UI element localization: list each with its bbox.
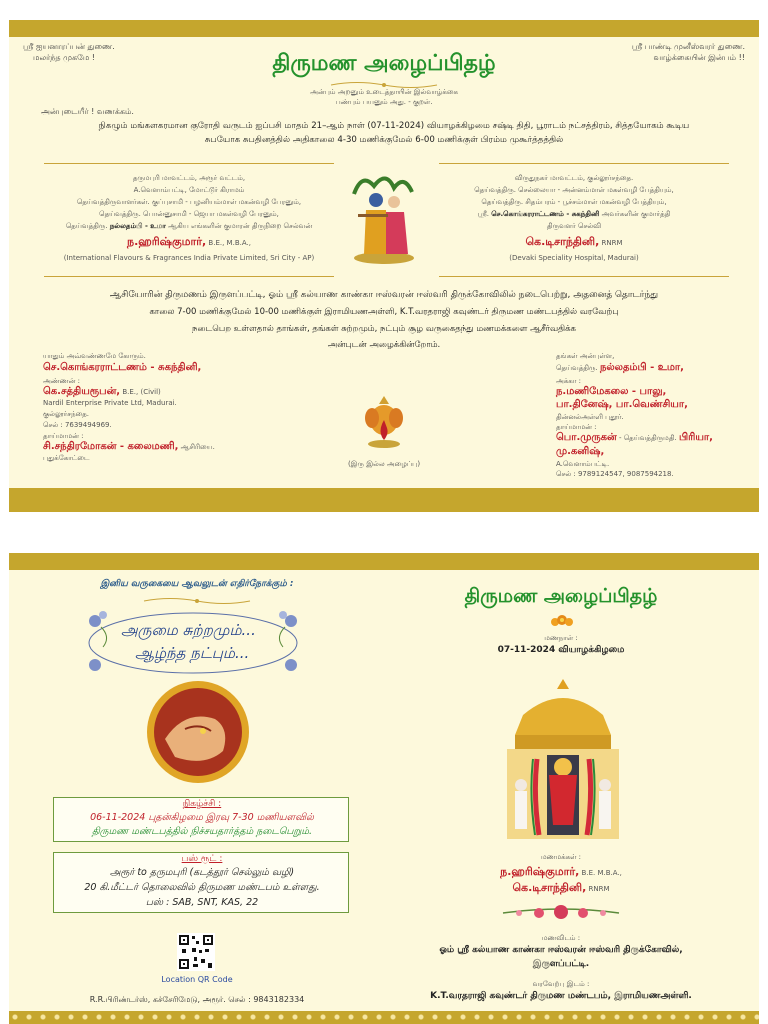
- welcome-line: இனிய வருகையை ஆவலுடன் எதிர்நோக்கும் :: [100, 579, 294, 589]
- groom-line-4: தெய்வத்திரு. பொன்னுசாமி - ஜெயா மகள்வழி பேரனும்,: [99, 210, 279, 218]
- left-family-company: Nardil Enterprise Private Ltd, Madurai.: [43, 399, 177, 407]
- top-right-blessing-2: வாழ்க்கையின் இன்பம் !!: [653, 53, 745, 62]
- right-family-town: தின்னல்அள்ளி புதூர்.: [556, 413, 624, 421]
- flower-ornament-icon: [549, 613, 575, 629]
- groom-parents: தெய்வத்திரு. நல்லதம்பி - உமா ஆகிய எங்களின் குமாரன் திருநிறை செல்வன்: [65, 222, 313, 230]
- script-line-1: அருமை சுற்றமும்...: [121, 621, 256, 639]
- bus-route-line-3: பஸ் : SAB, SNT, KAS, 22: [145, 897, 259, 908]
- left-family-town: குல்லூர்சந்தை.: [43, 410, 89, 418]
- venue-line-4: அன்புடன் அழைக்கின்றோம்.: [327, 340, 441, 350]
- top-left-blessing-2: மலர்ந்த முகமே !: [33, 53, 96, 62]
- bride-honorific: திருவளர் செல்வி: [546, 222, 602, 230]
- left-family-name-1: செ.கொங்கரராட்டணம் - சுகந்தினி,: [43, 362, 202, 373]
- venue-line-1b: ஓம் ஸ்ரீ கல்யாண காண்கா ஈஸ்வரன் ஈஸ்வரி திருக்கோவில்,: [439, 945, 683, 955]
- divider-left-bottom: [44, 276, 334, 277]
- venue-label: மணவிடம் :: [541, 934, 581, 942]
- qr-label: Location QR Code: [161, 975, 233, 984]
- bride-parents: ஸ்ரீ. செ.கொங்கரராட்டணம் - சுகந்தினி அவர்களின் குமார்த்தி: [477, 210, 671, 218]
- ganesha-emblem-icon: [359, 394, 409, 450]
- invitation-title: திருமண அழைப்பிதழ்: [272, 51, 496, 76]
- venue-line-1: ஆசியோரின் திருமணம் இருளப்பட்டி, ஓம் ஸ்ரீ கல்யாண காண்கா ஈஸ்வரன் ஈஸ்வரி திருக்கோவிலில் நடைபெற்று, அதனைத் தொடர்ந்து: [109, 290, 659, 300]
- right-family-name-4: மு.கனிஷ்,: [556, 446, 605, 457]
- wedding-date: 07-11-2024 வியாழக்கிழமை: [497, 645, 625, 655]
- rose-garland-icon: [499, 903, 623, 923]
- engagement-box: [53, 797, 349, 842]
- card2-bride-name: கெ.டிசாந்தினி, RNRM: [512, 881, 610, 894]
- groom-line-1: தருமபுரி மாவட்டம், அரூர் வட்டம்,: [132, 174, 246, 182]
- top-left-blessing-1: ஸ்ரீ ஐயனாரப்பன் துணை.: [23, 42, 115, 51]
- divider-right-top: [439, 163, 729, 164]
- venue-line-2b: இருளப்பட்டி.: [532, 959, 590, 969]
- left-family-label-3: தாய்மாமன் :: [43, 432, 84, 440]
- reception-venue: K.T.வரதராஜி கவுண்டர் திருமண மண்டபம், இராமியணஅள்ளி.: [430, 991, 692, 1001]
- left-family-phone: செல் : 7639494969.: [43, 421, 112, 429]
- top-band: [9, 20, 759, 37]
- left-family-name-3: சி.சந்திரமோகன் - கலைமணி, ஆசிரியை.: [43, 441, 215, 452]
- right-family-name-2a: ந.மணிமேகலை - பாலு,: [556, 386, 667, 397]
- couple-label: மணமக்கள் :: [540, 853, 582, 861]
- invitation-title-2: திருமண அழைப்பிதழ்: [464, 585, 658, 607]
- right-family-label-2: அக்கா :: [556, 377, 581, 385]
- divider-right-bottom: [439, 276, 729, 277]
- right-family-name-1: தெய்வத்திரு. நல்லதம்பி - உமா,: [556, 362, 684, 373]
- reception-label: வரவேற்பு இடம் :: [532, 980, 590, 988]
- venue-line-3: நடைபெற உள்ளதால் தாங்கள், தங்கள் சுற்றமும், நட்பும் சூழ வருகைதந்து மணமக்களை ஆசீர்வதிக்க: [192, 324, 576, 334]
- greeting: அன்புடையீர் ! வணக்கம்.: [41, 107, 134, 116]
- right-family-label-3: தாய்மாமன் :: [556, 423, 597, 431]
- location-qr-code[interactable]: [177, 933, 215, 971]
- groom-name: ந.ஹரிஷ்குமார், B.E., M.B.A.,: [127, 235, 251, 248]
- right-family-town-4: A.வெளாம்பட்டி.: [556, 460, 610, 468]
- right-family-name-2b: பா.தினேஷ், பா.வெண்சியா,: [556, 399, 688, 410]
- bottom-ornament-band: [9, 1011, 759, 1024]
- right-family-line-1: தங்கள் அன்புள்ள,: [556, 352, 615, 360]
- bride-name: கெ.டிசாந்தினி, RNRM: [525, 235, 623, 248]
- printer-credit: R.R.பிரிண்டர்ஸ், கச்சேரிமேடு, அரூர். செல் : 9843182334: [89, 995, 305, 1004]
- temple-deity-image: [493, 675, 633, 843]
- kural-line-1: அன்பும் அறனும் உடைத்தாயின் இல்வாழ்க்கை: [310, 88, 458, 96]
- engagement-heading: நிகழ்ச்சி :: [182, 799, 222, 809]
- bride-line-2: தெய்வத்திரு. செல்லையா - அன்னம்மாள் மகள்வழி பேத்தியும்,: [474, 186, 674, 194]
- bride-line-1: விருதுநகர் மாவட்டம், குல்லூர்சந்தை.: [514, 174, 634, 182]
- right-family-phone: செல் : 9789124547, 9087594218.: [556, 470, 674, 478]
- engagement-line-1: 06-11-2024 புதன்கிழமை இரவு 7-30 மணியளவில்: [90, 812, 314, 823]
- engagement-line-2: திருமண மண்டபத்தில் நிச்சயதார்த்தம் நடைபெறும்.: [92, 826, 312, 837]
- floral-frame-icon: [81, 607, 306, 679]
- bride-line-3: தெய்வத்திரு. சிதம்பரம் - பூச்சம்மாள் மகன்வழி பேத்தியும்,: [481, 198, 667, 206]
- groom-line-3: தெய்வத்திருவாளர்கள். குப்புசாமி - பழனியம்மாள் மகன்வழி பேரனும்,: [76, 198, 302, 206]
- intro-line-1: நிகழும் மங்களகரமான குரோதி வருடம் ஐப்பசி மாதம் 21–ஆம் நாள் (07-11-2024) வியாழக்கிழமை சஷ்டி திதி, பூராடம் நட்சத்திரம், சித்தயோகம் கூடிய: [98, 121, 690, 131]
- bus-route-box: [53, 852, 349, 913]
- hands-ring-image: [145, 679, 251, 785]
- left-family-town-3: புதுக்கோட்டை: [43, 454, 90, 462]
- intro-line-2: சுபயோக சுபதினத்தில் அதிகாலை 4-30 மணிக்குமேல் 6-00 மணிக்குள் பிரம்ம முகூர்த்தத்தில்: [204, 135, 564, 145]
- bus-route-line-1: அரூர் to தருமபுரி (கடத்தூர் செல்லும் வழி): [109, 867, 295, 878]
- left-family-label-2: அண்ணன் :: [43, 377, 80, 385]
- venue-line-2: காலை 7-00 மணிக்குமேல் 10-00 மணிக்குள் இராமியணஅள்ளி, K.T.வரதராஜி கவுண்டர் திருமண மண்டபத்தில் வரவேற்பு: [149, 307, 619, 317]
- left-family-line-1: யாதும் அவ்வண்ணமே கோரும்.: [43, 352, 146, 360]
- script-line-2: ஆழ்ந்த நட்பும்...: [135, 644, 250, 662]
- invitation-card-front: [9, 20, 759, 512]
- bus-route-line-2: 20 கி.மீட்டர் தொலைவில் திருமண மண்டபம் உள்ளது.: [84, 882, 320, 893]
- groom-line-2: A.வெளாம்பட்டி, மோட்டூர் கிராமம்: [133, 186, 245, 194]
- date-label: மணநாள் :: [544, 634, 578, 642]
- radha-krishna-image: [344, 166, 424, 266]
- top-right-blessing-1: ஸ்ரீ பாண்டி முனீஸ்வரர் துணை.: [631, 42, 745, 51]
- invitation-card-back: [9, 553, 759, 1024]
- right-family-name-3: பொ.முருகன் - தெய்வத்திருமதி. பிரியா,: [556, 432, 713, 443]
- card2-groom-name: ந.ஹரிஷ்குமார், B.E. M.B.A.,: [500, 865, 622, 878]
- bottom-band: [9, 488, 759, 512]
- kural-line-2: பண்பும் பயனும் அது. - குறள்.: [335, 98, 433, 106]
- two-family-invite-note: (இரு இல்ல அழைப்பு): [347, 460, 421, 468]
- welcome-flourish-icon: [142, 596, 252, 606]
- top-band-2: [9, 553, 759, 570]
- left-family-name-2: கெ.சத்தியரூபன், B.E., (Civil): [43, 386, 161, 397]
- groom-company: (International Flavours & Fragrances India Private Limited, Sri City - AP): [63, 254, 315, 262]
- bride-company: (Devaki Speciality Hospital, Madurai): [509, 254, 639, 262]
- divider-left-top: [44, 163, 334, 164]
- bus-route-heading: பஸ் ரூட் :: [181, 854, 223, 864]
